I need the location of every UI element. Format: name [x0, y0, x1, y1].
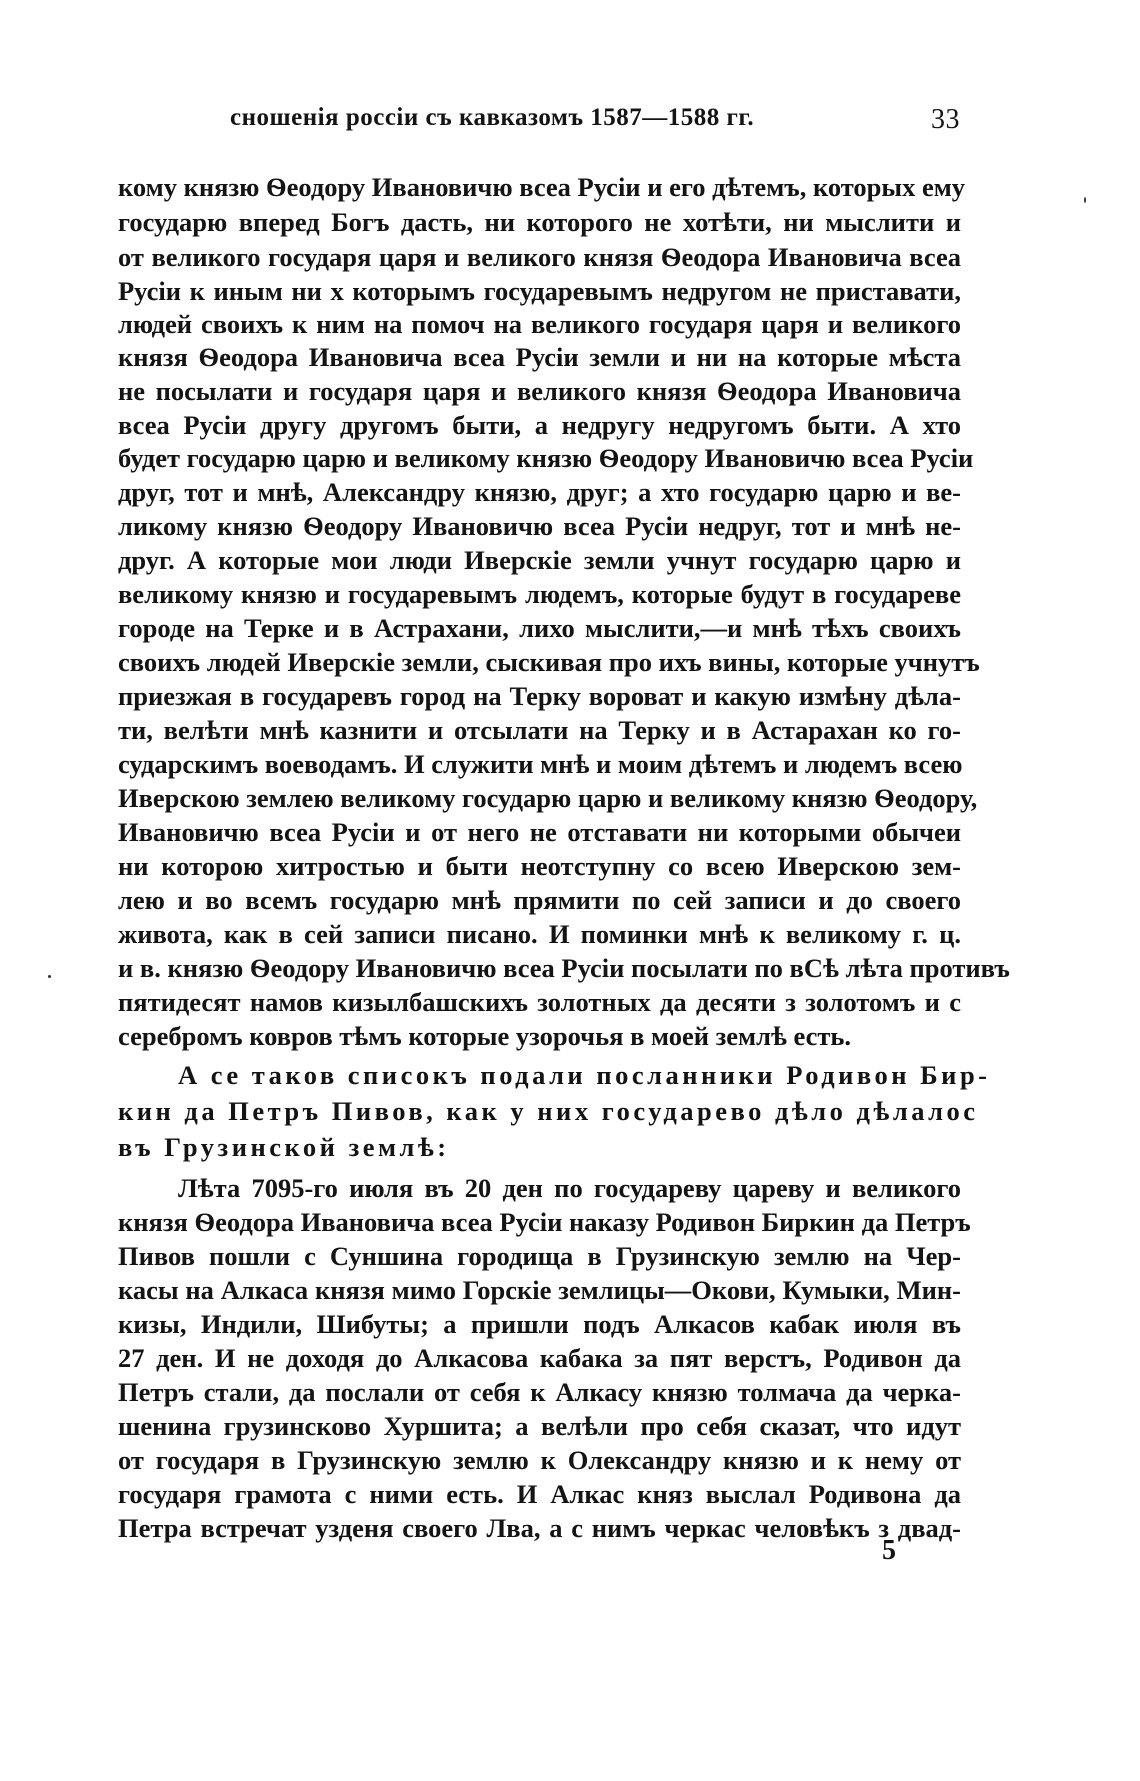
text-line: живота, как в сей записи писано. И поминки мнѣ к великому г. ц.	[118, 919, 961, 949]
page-number: 33	[931, 104, 960, 135]
text-line: пятидесят намов кизылбашскихъ золотных да десяти з золотомъ и с	[118, 987, 961, 1017]
text-line: великому князю и государевымъ людемъ, которые будут в государеве	[118, 579, 961, 609]
text-line: ликому князю Ѳеодору Ивановичю всеа Русіи недруг, тот и мнѣ не-	[118, 511, 961, 541]
text-line: сударскимъ воеводамъ. И служити мнѣ и моим дѣтемъ и людемъ всею	[118, 749, 963, 779]
text-line: людей своихъ к ним на помоч на великого государя царя и великого	[118, 309, 961, 339]
text-line: князя Ѳеодора Ивановича всеа Русіи земли и ни на которые мѣста	[118, 342, 961, 372]
text-line: лею и во всемъ государю мнѣ прямити по сей записи и до своего	[118, 885, 961, 915]
text-line: и в. князю Ѳеодору Ивановичю всеа Русіи посылати по вСѣ лѣта противъ	[118, 953, 1010, 983]
text-line: друг, тот и мнѣ, Александру князю, друг; а хто государю царю и ве-	[118, 477, 961, 507]
text-line: друг. А которые мои люди Иверскіе земли учнут государю царю и	[118, 545, 961, 575]
text-line: шенина грузинсково Хуршита; а велѣли про себя сказат, что идут	[118, 1411, 961, 1441]
text-line: кизы, Индили, Шибуты; а пришли подъ Алкасов кабак июля въ	[118, 1309, 961, 1339]
text-line: не посылати и государя царя и великого князя Ѳеодора Ивановича	[118, 376, 961, 406]
text-line: ни которою хитростью и быти неотступну со всею Иверскою зем-	[118, 851, 961, 881]
text-line: Иверскою землею великому государю царю и великому князю Ѳеодору,	[118, 783, 978, 813]
text-line: 27 ден. И не доходя до Алкасова кабака за пят верстъ, Родивон да	[118, 1343, 961, 1373]
text-line: Ивановичю всеа Русіи и от него не отставати ни которыми обычеи	[118, 817, 961, 847]
text-line: своихъ людей Иверскіе земли, сыскивая про ихъ вины, которые учнутъ	[118, 647, 980, 677]
text-line: князя Ѳеодора Ивановича всеа Русіи наказу Родивон Биркин да Петръ	[118, 1207, 971, 1237]
text-line: приезжая в государевъ город на Терку вороват и какую измѣну дѣла-	[118, 681, 961, 711]
text-line: Петръ стали, да послали от себя к Алкасу князю толмача да черка-	[118, 1377, 961, 1407]
text-line: государю вперед Богъ дасть, ни которого не хотѣти, ни мыслити и	[118, 207, 961, 237]
text-line: серебромъ ковров тѣмъ которые узорочья в моей землѣ есть.	[118, 1021, 852, 1051]
text-line: городе на Терке и в Астрахани, лихо мыслити,—и мнѣ тѣхъ своихъ	[118, 613, 961, 643]
text-line: ти, велѣти мнѣ казнити и отсылати на Терку и в Астарахан ко го-	[118, 715, 961, 745]
text-line: государя грамота с ними есть. И Алкас княз выслал Родивона да	[118, 1479, 961, 1509]
text-line: всеа Русіи другу другомъ быти, а недругу недругомъ быти. А хто	[118, 410, 961, 440]
signature-mark: 5	[882, 1535, 896, 1566]
header-title: сношенія россіи съ кавказомъ 1587—1588 гг.	[230, 104, 755, 131]
text-line: Пивов пошли с Суншина городища в Грузинскую землю на Чер-	[118, 1241, 961, 1271]
text-line: от великого государя царя и великого князя Ѳеодора Ивановича всеа	[118, 242, 961, 272]
text-line: кому князю Ѳеодору Ивановичю всеа Русіи и его дѣтемъ, которых ему	[118, 172, 966, 202]
text-line: Русіи к иным ни х которымъ государевымъ недругом не приставати,	[118, 276, 961, 306]
text-line: въ Грузинской землѣ:	[118, 1132, 450, 1162]
text-line: от государя в Грузинскую землю к Олександру князю и к нему от	[118, 1445, 961, 1475]
scan-speck	[48, 975, 51, 978]
text-line: Петра встречат узденя своего Лва, а с нимъ черкас человѣкъ з двад-	[118, 1513, 961, 1543]
text-line: А се таков списокъ подали посланники Родивон Бир-	[178, 1060, 991, 1090]
text-line: касы на Алкаса князя мимо Горскіе землицы—Окови, Кумыки, Мин-	[118, 1275, 961, 1305]
scan-speck	[1084, 197, 1086, 203]
text-line: будет государю царю и великому князю Ѳеодору Ивановичю всеа Русіи	[118, 443, 974, 473]
text-line: Лѣта 7095-го июля въ 20 ден по государеву цареву и великого	[178, 1173, 961, 1203]
text-line: кин да Петръ Пивов, как у них государево дѣло дѣлалос	[118, 1096, 979, 1126]
